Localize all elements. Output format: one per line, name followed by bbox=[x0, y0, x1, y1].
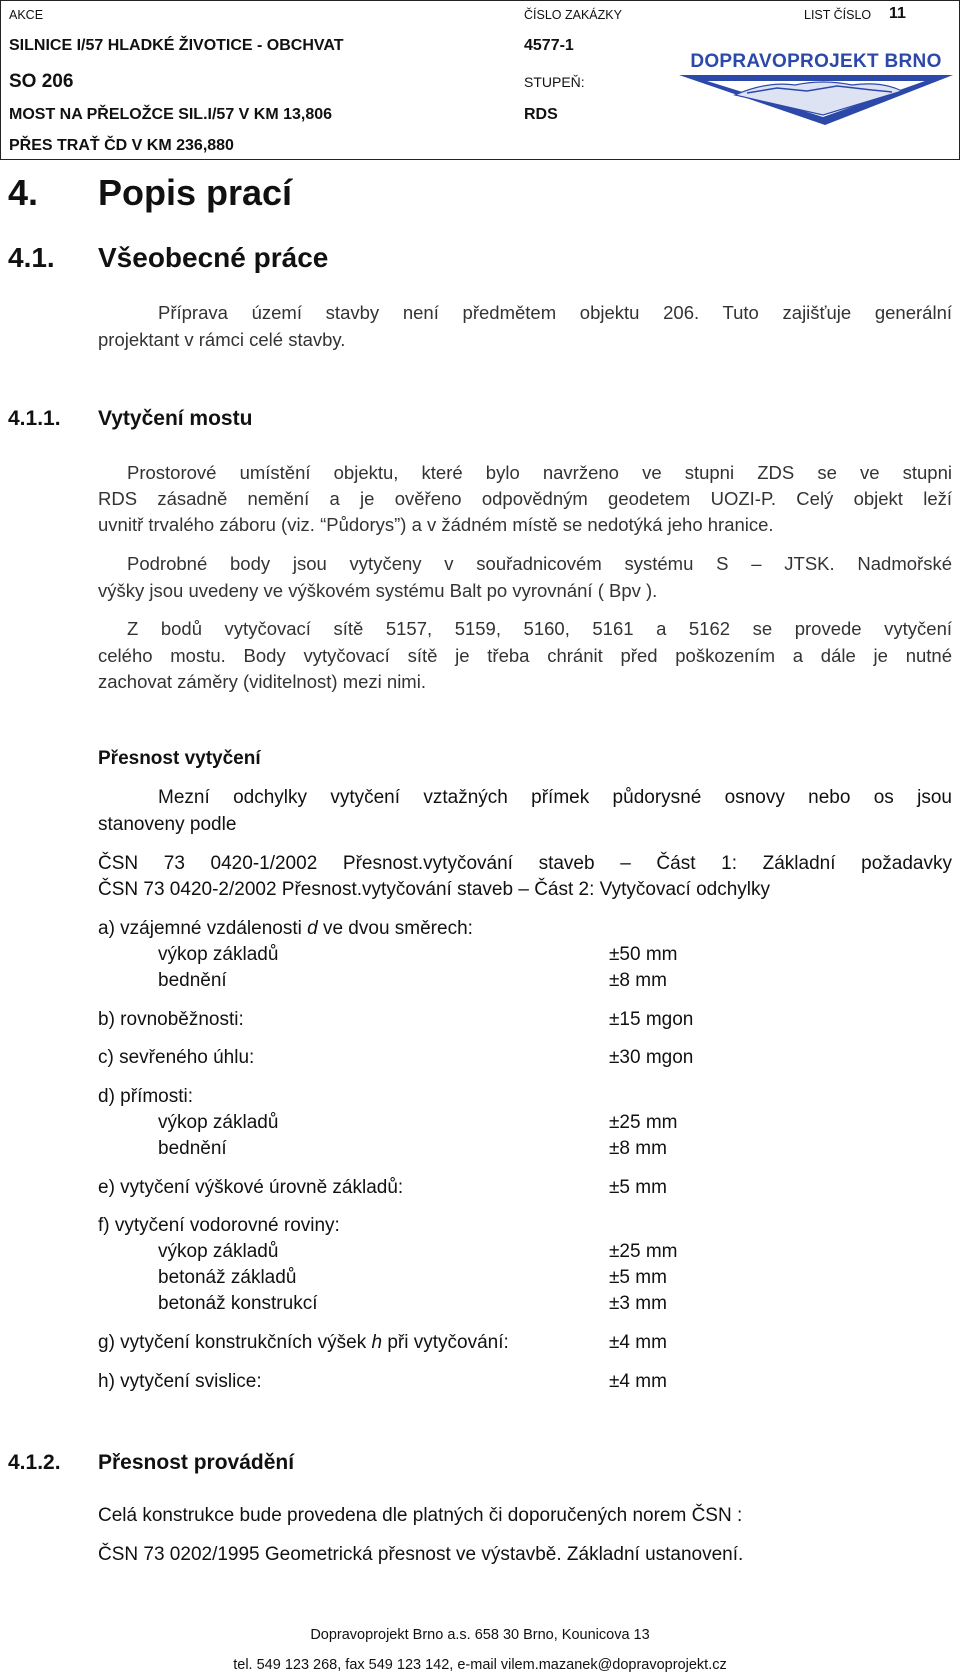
paragraph-line: celého mostu. Body vytyčovací sítě je třeba chránit před poškozením a dále je nutné bbox=[98, 645, 952, 666]
subsubsection-number: 4.1.2. bbox=[8, 1451, 61, 1474]
footer-address: Dopravoprojekt Brno a.s. 658 30 Brno, Kounicova 13 bbox=[310, 1627, 650, 1643]
tolerance-b-value: ±15 mgon bbox=[609, 1009, 694, 1030]
paragraph-line: Celá konstrukce bude provedena dle platných či doporučených norem ČSN : bbox=[98, 1505, 743, 1526]
norm-reference: ČSN 73 0420-1/2002 Přesnost.vytyčování staveb – Část 1: Základní požadavky bbox=[98, 853, 952, 874]
subsubsection-title: Přesnost provádění bbox=[98, 1451, 295, 1474]
tolerance-item-value: ±25 mm bbox=[609, 1112, 678, 1133]
tolerance-e-value: ±5 mm bbox=[609, 1177, 667, 1198]
object-code: SO 206 bbox=[9, 71, 74, 92]
page-number: 11 bbox=[889, 5, 906, 22]
tolerance-item-value: ±3 mm bbox=[609, 1293, 667, 1314]
paragraph-line: RDS zásadně nemění a je ověřeno odpovědným geodetem UOZI-P. Celý objekt leží bbox=[98, 488, 952, 509]
company-logo bbox=[677, 51, 955, 137]
tolerance-h-value: ±4 mm bbox=[609, 1371, 667, 1392]
paragraph-line: Mezní odchylky vytyčení vztažných přímek půdorysné osnovy nebo os jsou bbox=[158, 787, 952, 808]
project-name: SILNICE I/57 HLADKÉ ŽIVOTICE - OBCHVAT bbox=[9, 37, 344, 54]
tolerance-item-label: výkop základů bbox=[158, 1112, 279, 1133]
cislo-zakazky-label: ČÍSLO ZAKÁZKY bbox=[524, 8, 622, 22]
list-cislo-label: LIST ČÍSLO bbox=[804, 8, 872, 22]
tolerance-item-label: bednění bbox=[158, 970, 227, 991]
tolerance-g-value: ±4 mm bbox=[609, 1332, 667, 1353]
paragraph-line: Příprava území stavby není předmětem objektu 206. Tuto zajišťuje generální bbox=[158, 302, 952, 323]
tolerance-item-label: výkop základů bbox=[158, 944, 279, 965]
tolerance-item-value: ±50 mm bbox=[609, 944, 678, 965]
tolerance-item-label: betonáž konstrukcí bbox=[158, 1293, 318, 1314]
paragraph-line: výšky jsou uvedeny ve výškovém systému Balt po vyrovnání ( Bpv ). bbox=[98, 580, 658, 601]
tolerance-item-value: ±5 mm bbox=[609, 1267, 667, 1288]
paragraph-line: projektant v rámci celé stavby. bbox=[98, 329, 346, 350]
akce-label: AKCE bbox=[9, 8, 44, 22]
subsubsection-title: Vytyčení mostu bbox=[98, 407, 253, 430]
paragraph-line: uvnitř trvalého záboru (viz. “Půdorys”) a v žádném místě se nedotýká jeho hranice. bbox=[98, 514, 774, 535]
stupen-label: STUPEŇ: bbox=[524, 74, 585, 90]
tolerance-c-value: ±30 mgon bbox=[609, 1047, 694, 1068]
paragraph-line: Prostorové umístění objektu, které bylo navrženo ve stupni ZDS se ve stupni bbox=[127, 462, 952, 483]
bridge-location: PŘES TRAŤ ČD V KM 236,880 bbox=[9, 137, 234, 154]
logo-text: DOPRAVOPROJEKT BRNO bbox=[690, 51, 942, 72]
tolerance-d-label: d) přímosti: bbox=[98, 1086, 194, 1107]
paragraph-line: Z bodů vytyčovací sítě 5157, 5159, 5160, 5161 a 5162 se provede vytyčení bbox=[127, 618, 952, 639]
tolerance-item-label: výkop základů bbox=[158, 1241, 279, 1262]
tolerance-c-label: c) sevřeného úhlu: bbox=[98, 1047, 255, 1068]
subsection-number: 4.1. bbox=[8, 242, 55, 273]
tolerance-f-label: f) vytyčení vodorovné roviny: bbox=[98, 1215, 340, 1236]
tolerance-b-label: b) rovnoběžnosti: bbox=[98, 1009, 244, 1030]
paragraph-line: Podrobné body jsou vytyčeny v souřadnicovém systému S – JTSK. Nadmořské bbox=[127, 553, 952, 574]
tolerance-item-value: ±25 mm bbox=[609, 1241, 678, 1262]
paragraph-line: zachovat záměry (viditelnost) mezi nimi. bbox=[98, 671, 426, 692]
order-number: 4577-1 bbox=[524, 37, 574, 54]
section-title: Popis prací bbox=[98, 172, 293, 213]
tolerance-g-label: g) vytyčení konstrukčních výšek h při vytyčování: bbox=[98, 1332, 509, 1353]
logo-bridge-icon bbox=[677, 51, 955, 137]
tolerance-item-label: bednění bbox=[158, 1138, 227, 1159]
tolerance-a-label: a) vzájemné vzdálenosti d ve dvou směrech: bbox=[98, 918, 473, 939]
tolerance-e-label: e) vytyčení výškové úrovně základů: bbox=[98, 1177, 404, 1198]
bridge-description: MOST NA PŘELOŽCE SIL.I/57 V KM 13,806 bbox=[9, 106, 333, 123]
presnost-heading: Přesnost vytyčení bbox=[98, 748, 261, 769]
tolerance-item-value: ±8 mm bbox=[609, 1138, 667, 1159]
paragraph-line: stanoveny podle bbox=[98, 814, 237, 835]
tolerance-item-label: betonáž základů bbox=[158, 1267, 297, 1288]
title-block bbox=[0, 0, 960, 160]
section-number: 4. bbox=[8, 172, 39, 213]
tolerance-item-value: ±8 mm bbox=[609, 970, 667, 991]
norm-reference: ČSN 73 0202/1995 Geometrická přesnost ve výstavbě. Základní ustanovení. bbox=[98, 1544, 744, 1565]
tolerance-h-label: h) vytyčení svislice: bbox=[98, 1371, 262, 1392]
subsection-title: Všeobecné práce bbox=[98, 242, 329, 273]
stage-value: RDS bbox=[524, 106, 558, 123]
subsubsection-number: 4.1.1. bbox=[8, 407, 61, 430]
norm-reference: ČSN 73 0420-2/2002 Přesnost.vytyčování staveb – Část 2: Vytyčovací odchylky bbox=[98, 879, 771, 900]
footer-contact: tel. 549 123 268, fax 549 123 142, e-mail vilem.mazanek@dopravoprojekt.cz bbox=[233, 1657, 727, 1673]
